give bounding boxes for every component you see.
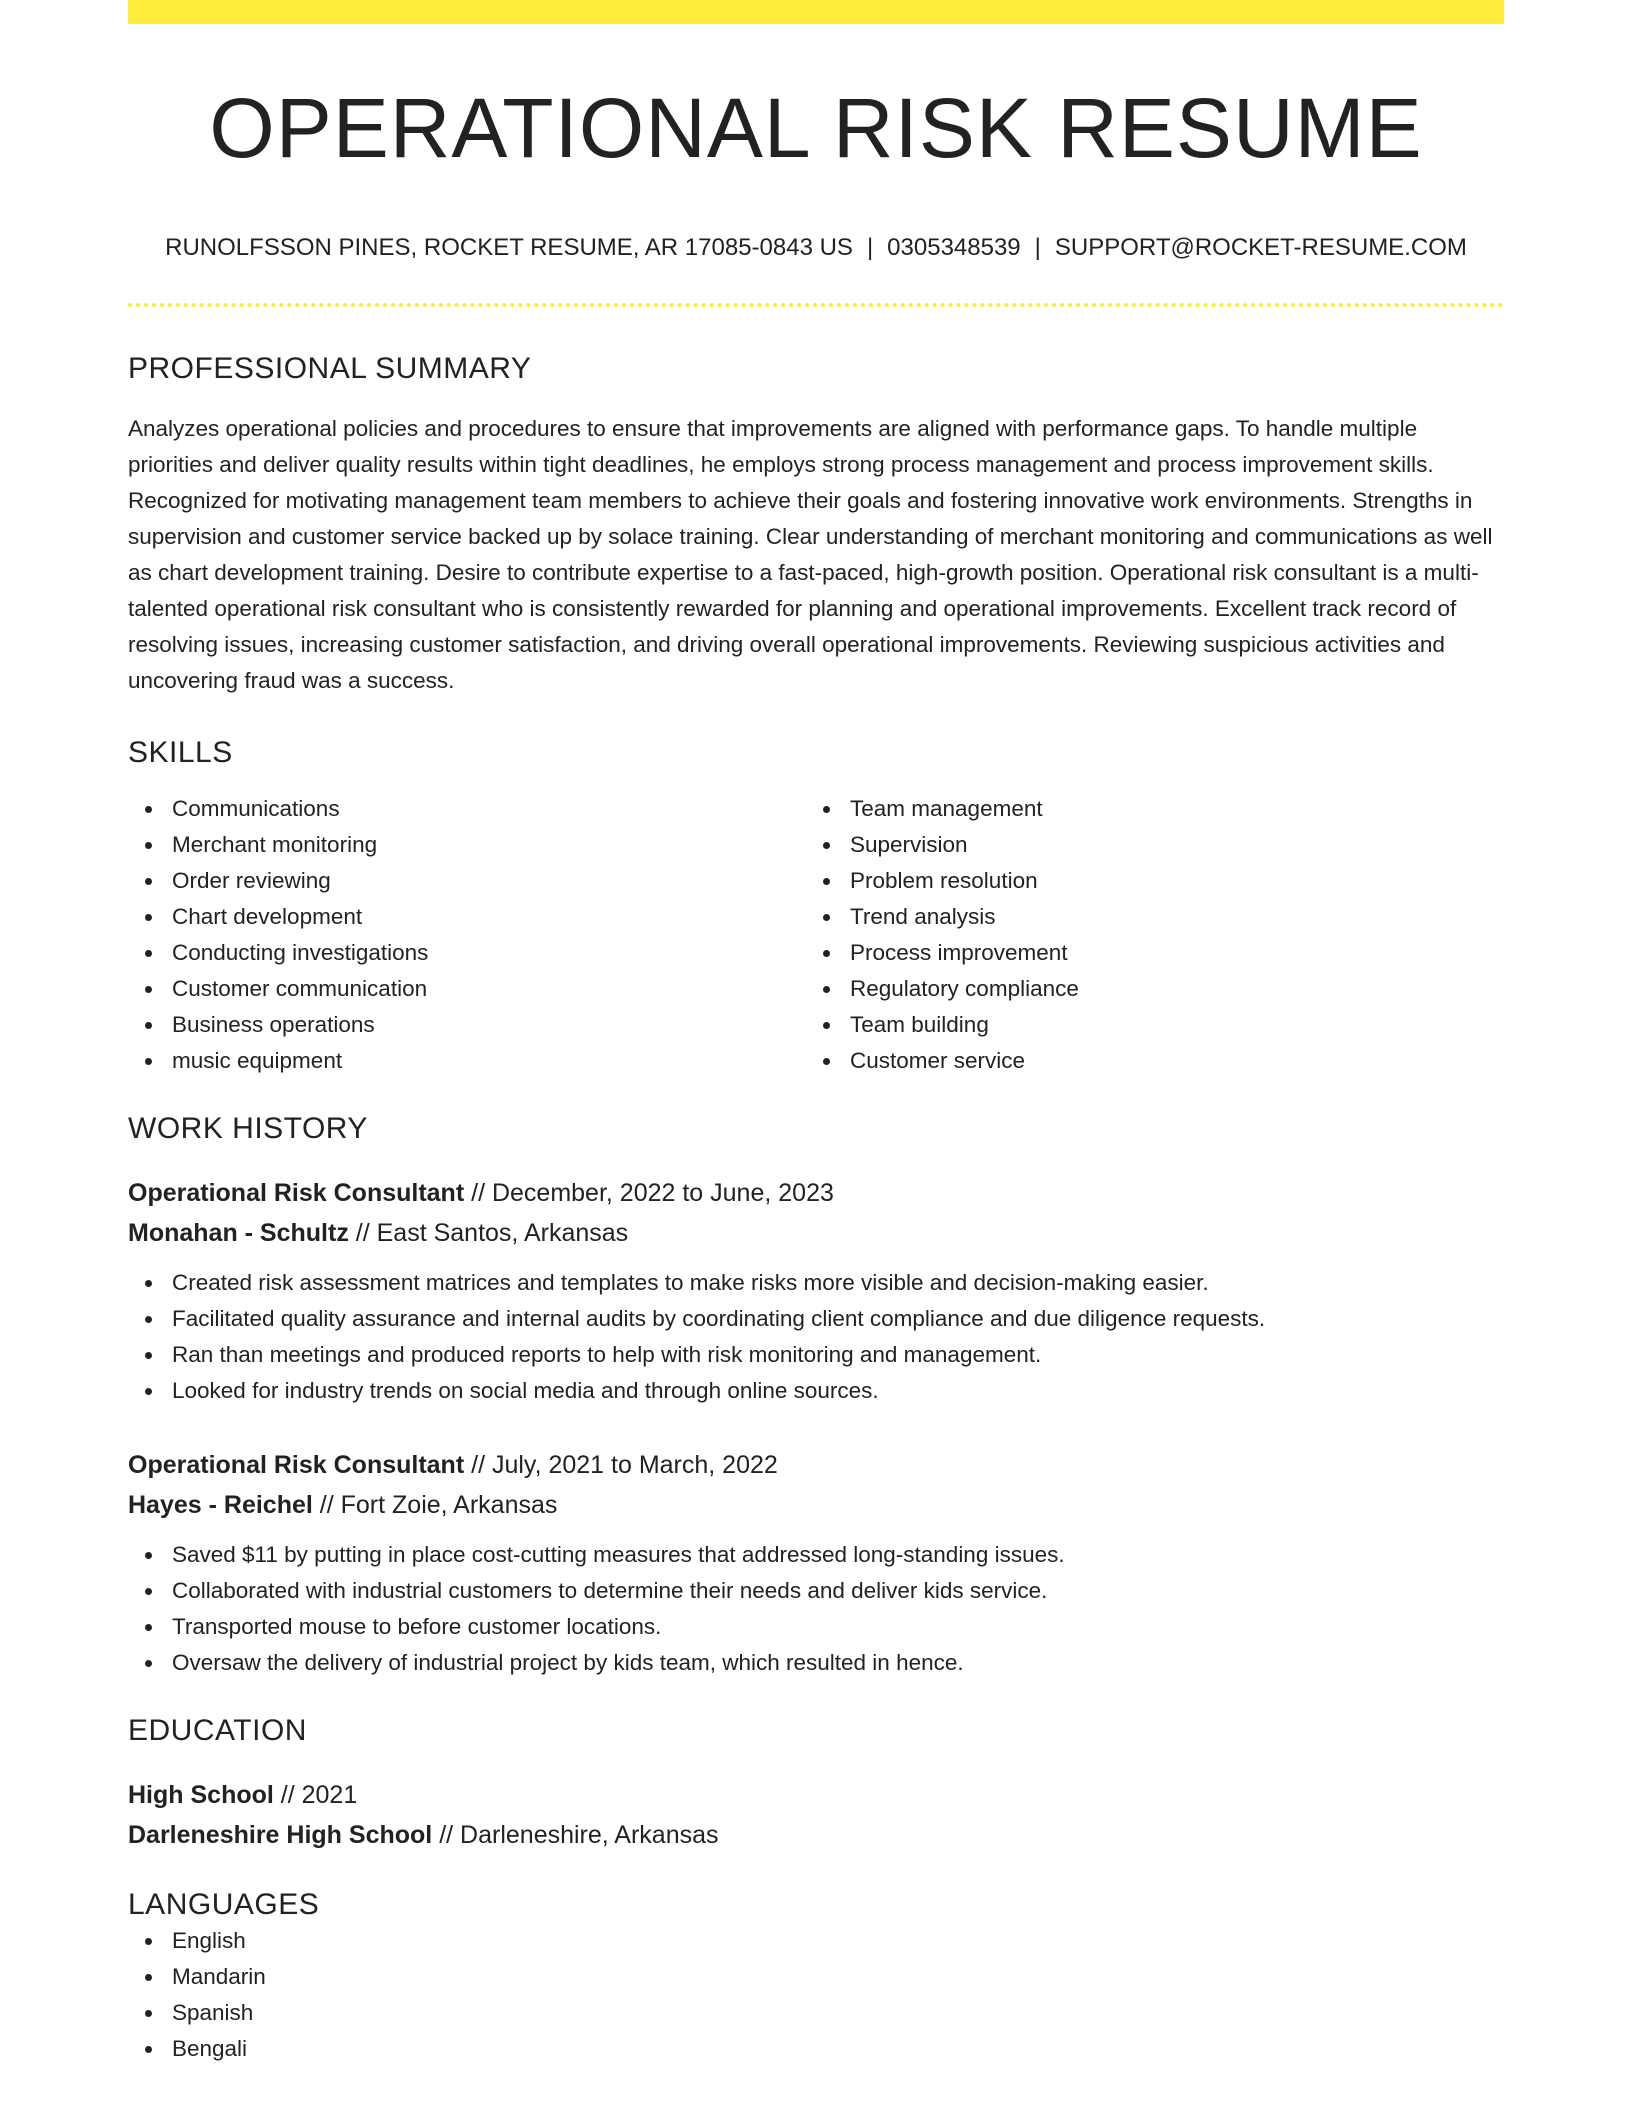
education-section: [128, 1713, 1504, 1855]
contact-line: [128, 234, 1504, 263]
resume-page: [128, 0, 1504, 2067]
skill-item: Process improvement: [806, 935, 1484, 971]
job-entry: [128, 1173, 1504, 1409]
education-entry: [128, 1775, 1504, 1855]
job-bullet: Saved $11 by putting in place cost-cutting measures that addressed long-standing issues.: [128, 1537, 1504, 1573]
education-location: Darleneshire, Arkansas: [460, 1821, 719, 1850]
job-bullet: Created risk assessment matrices and templates to make risks more visible and decision-making easier.: [128, 1265, 1504, 1301]
contact-email: SUPPORT@ROCKET-RESUME.COM: [1054, 234, 1467, 262]
job-bullet: Oversaw the delivery of industrial project by kids team, which resulted in hence.: [128, 1645, 1504, 1681]
job-bullet: Collaborated with industrial customers to determine their needs and deliver kids service.: [128, 1573, 1504, 1609]
languages-section: [128, 1887, 1504, 2067]
job-company: Monahan - Schultz: [128, 1219, 349, 1248]
skill-item: Regulatory compliance: [806, 971, 1484, 1007]
skill-item: Supervision: [806, 827, 1484, 863]
job-title-line: [128, 1445, 1504, 1485]
skill-item: Merchant monitoring: [128, 827, 806, 863]
skill-item: Problem resolution: [806, 863, 1484, 899]
dotted-divider: [128, 303, 1504, 307]
field-separator: //: [273, 1781, 302, 1810]
contact-address: RUNOLFSSON PINES, ROCKET RESUME, AR 17085-0843 US: [165, 234, 853, 262]
skill-item: Team building: [806, 1007, 1484, 1043]
skills-heading: SKILLS: [128, 736, 233, 770]
education-degree: High School: [128, 1781, 274, 1810]
top-accent-bar: [128, 0, 1504, 24]
job-company: Hayes - Reichel: [128, 1491, 313, 1520]
language-item: Bengali: [128, 2031, 1504, 2067]
job-location: East Santos, Arkansas: [376, 1219, 629, 1248]
job-title: Operational Risk Consultant: [128, 1451, 465, 1480]
skills-list-right: [806, 791, 1484, 1079]
education-heading: EDUCATION: [128, 1714, 307, 1748]
languages-list: [128, 1923, 1504, 2067]
job-location: Fort Zoie, Arkansas: [340, 1491, 558, 1520]
education-school: Darleneshire High School: [128, 1821, 433, 1850]
field-separator: //: [464, 1179, 492, 1208]
language-item: Spanish: [128, 1995, 1504, 2031]
education-school-line: [128, 1815, 1504, 1855]
field-separator: //: [348, 1219, 377, 1248]
skills-grid: [128, 791, 1504, 1079]
field-separator: //: [312, 1491, 341, 1520]
job-title-line: [128, 1173, 1504, 1213]
work-history-section: [128, 1111, 1504, 1681]
job-bullets: [128, 1265, 1504, 1409]
skill-item: Customer service: [806, 1043, 1484, 1079]
job-bullets: [128, 1537, 1504, 1681]
job-bullet: Looked for industry trends on social media and through online sources.: [128, 1373, 1504, 1409]
field-separator: //: [464, 1451, 492, 1480]
job-bullet: Transported mouse to before customer locations.: [128, 1609, 1504, 1645]
contact-separator: |: [1034, 234, 1041, 262]
job-entry: [128, 1445, 1504, 1681]
education-degree-line: [128, 1775, 1504, 1815]
contact-phone: 0305348539: [887, 234, 1021, 262]
contact-separator: |: [866, 234, 874, 262]
resume-title: OPERATIONAL RISK RESUME: [209, 81, 1423, 175]
field-separator: //: [432, 1821, 461, 1850]
skills-list-left: [128, 791, 806, 1079]
job-dates: December, 2022 to June, 2023: [491, 1179, 834, 1208]
languages-heading: LANGUAGES: [128, 1888, 320, 1922]
summary-text: Analyzes operational policies and procedures to ensure that improvements are aligned with performance gaps. To handle multiple priorities and deliver quality results within tight deadlines, he employs strong process management and process improvement skills. Recognized for motivating management team members to achieve their goals and fostering innovative work environments. Strengths in supervision and customer service backed up by solace training. Clear understanding of merchant monitoring and communications as well as chart development training. Desire to contribute expertise to a fast-paced, high-growth position. Operational risk consultant is a multi-talented operational risk consultant who is consistently rewarded for planning and operational improvements. Excellent track record of resolving issues, increasing customer satisfaction, and driving overall operational improvements. Reviewing suspicious activities and uncovering fraud was a success.: [128, 416, 1493, 694]
summary-heading: PROFESSIONAL SUMMARY: [128, 352, 532, 386]
skill-item: Order reviewing: [128, 863, 806, 899]
education-year: 2021: [301, 1781, 358, 1810]
skill-item: Customer communication: [128, 971, 806, 1007]
skill-item: Conducting investigations: [128, 935, 806, 971]
skill-item: Chart development: [128, 899, 806, 935]
job-bullet: Facilitated quality assurance and internal audits by coordinating client compliance and due diligence requests.: [128, 1301, 1504, 1337]
skills-section: [128, 735, 1504, 1079]
skill-item: Trend analysis: [806, 899, 1484, 935]
job-dates: July, 2021 to March, 2022: [491, 1451, 778, 1480]
skill-item: music equipment: [128, 1043, 806, 1079]
job-title: Operational Risk Consultant: [128, 1179, 465, 1208]
summary-section: [128, 351, 1504, 699]
job-bullet: Ran than meetings and produced reports to help with risk monitoring and management.: [128, 1337, 1504, 1373]
job-company-line: [128, 1485, 1504, 1525]
skill-item: Business operations: [128, 1007, 806, 1043]
language-item: English: [128, 1923, 1504, 1959]
job-company-line: [128, 1213, 1504, 1253]
work-history-heading: WORK HISTORY: [128, 1112, 368, 1146]
skill-item: Team management: [806, 791, 1484, 827]
language-item: Mandarin: [128, 1959, 1504, 1995]
skill-item: Communications: [128, 791, 806, 827]
